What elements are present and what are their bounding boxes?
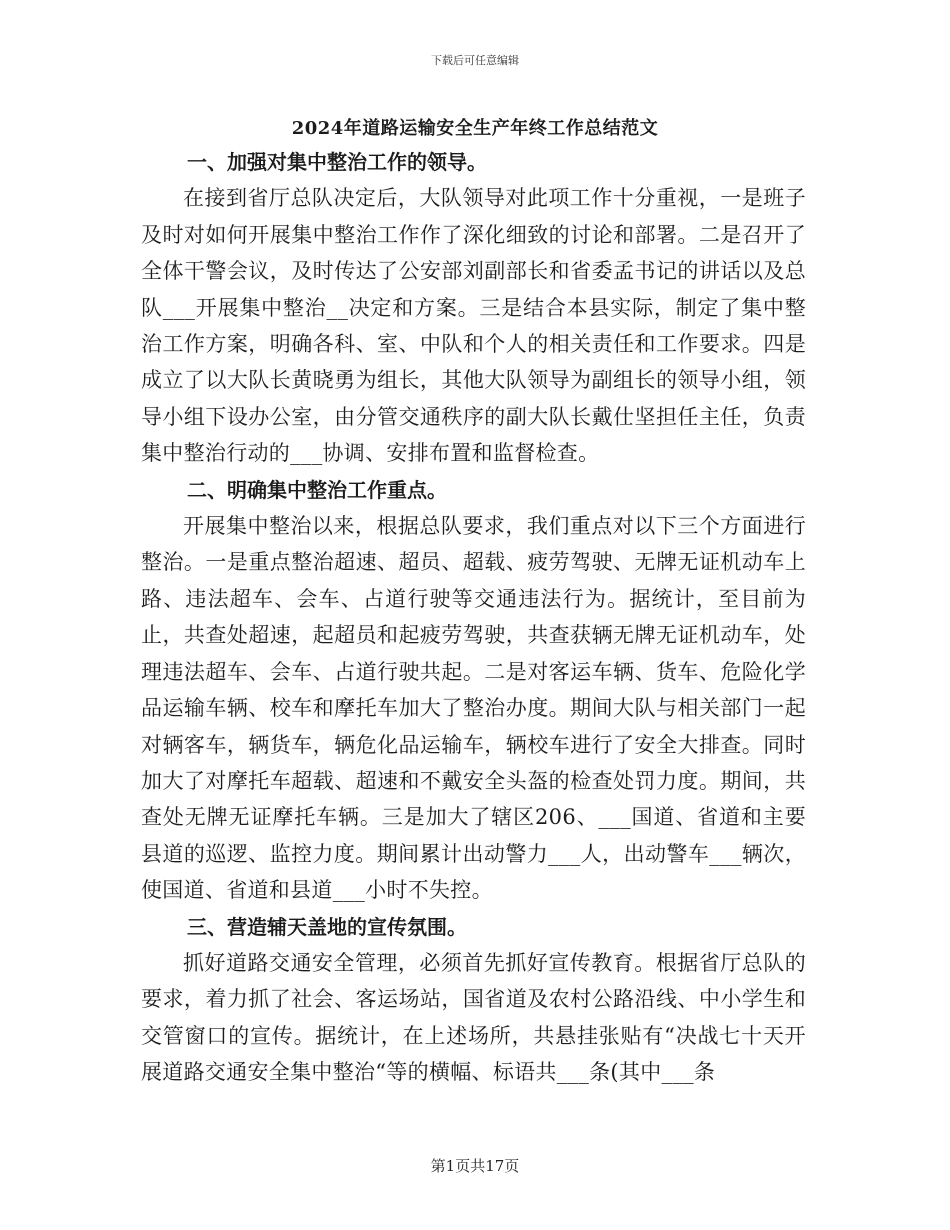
section-paragraph-2: 开展集中整治以来，根据总队要求，我们重点对以下三个方面进行整治。一是重点整治超速、超员、超载、疲劳驾驶、无牌无证机动车上路、违法超车、会车、占道行驶等交通违法行为。据统计，至目前为止，共查处超速，起超员和起疲劳驾驶，共查获辆无牌无证机动车，处理违法超车、会车、占道行驶共起。二是对客运车辆、货车、危险化学品运输车辆、校车和摩托车加大了整治办度。期间大队与相关部门一起对辆客车，辆货车，辆危化品运输车，辆校车进行了安全大排查。同时加大了对摩托车超载、超速和不戴安全头盔的检查处罚力度。期间，共查处无牌无证摩托车辆。三是加大了辖区206、___国道、省道和主要县道的巡逻、监控力度。期间累计出动警力___人，出动警车___辆次，使国道、省道和县道___小时不失控。 bbox=[141, 514, 806, 903]
document-body bbox=[141, 144, 806, 1091]
page-number: 第1页共17页 bbox=[430, 1157, 520, 1175]
section-heading-3: 三、营造辅天盖地的宣传氛围。 bbox=[187, 914, 467, 939]
document-title: 2024年道路运输安全生产年终工作总结范文 bbox=[291, 118, 659, 139]
section-heading-1: 一、加强对集中整治工作的领导。 bbox=[187, 150, 487, 174]
section-paragraph-3: 抓好道路交通安全管理，必须首先抓好宣传教育。根据省厅总队的要求，着力抓了社会、客运场站，国省道及农村公路沿线、中小学生和交管窗口的宣传。据统计，在上述场所，共悬挂张贴有“决战七十天开展道路交通安全集中整治“等的横幅、标语共___条(其中___条 bbox=[141, 950, 806, 1085]
header-note: 下载后可任意编辑 bbox=[431, 54, 519, 67]
section-heading-2: 二、明确集中整治工作重点。 bbox=[187, 477, 447, 502]
section-paragraph-1: 在接到省厅总队决定后，大队领导对此项工作十分重视，一是班子及时对如何开展集中整治工作作了深化细致的讨论和部署。二是召开了全体干警会议，及时传达了公安部刘副部长和省委孟书记的讲话以及总队___开展集中整治__决定和方案。三是结合本县实际，制定了集中整治工作方案，明确各科、室、中队和个人的相关责任和工作要求。四是成立了以大队长黄晓勇为组长，其他大队领导为副组长的领导小组，领导小组下设办公室，由分管交通秩序的副大队长戴仕坚担任主任，负责集中整治行动的___协调、安排布置和监督检查。 bbox=[141, 186, 806, 466]
